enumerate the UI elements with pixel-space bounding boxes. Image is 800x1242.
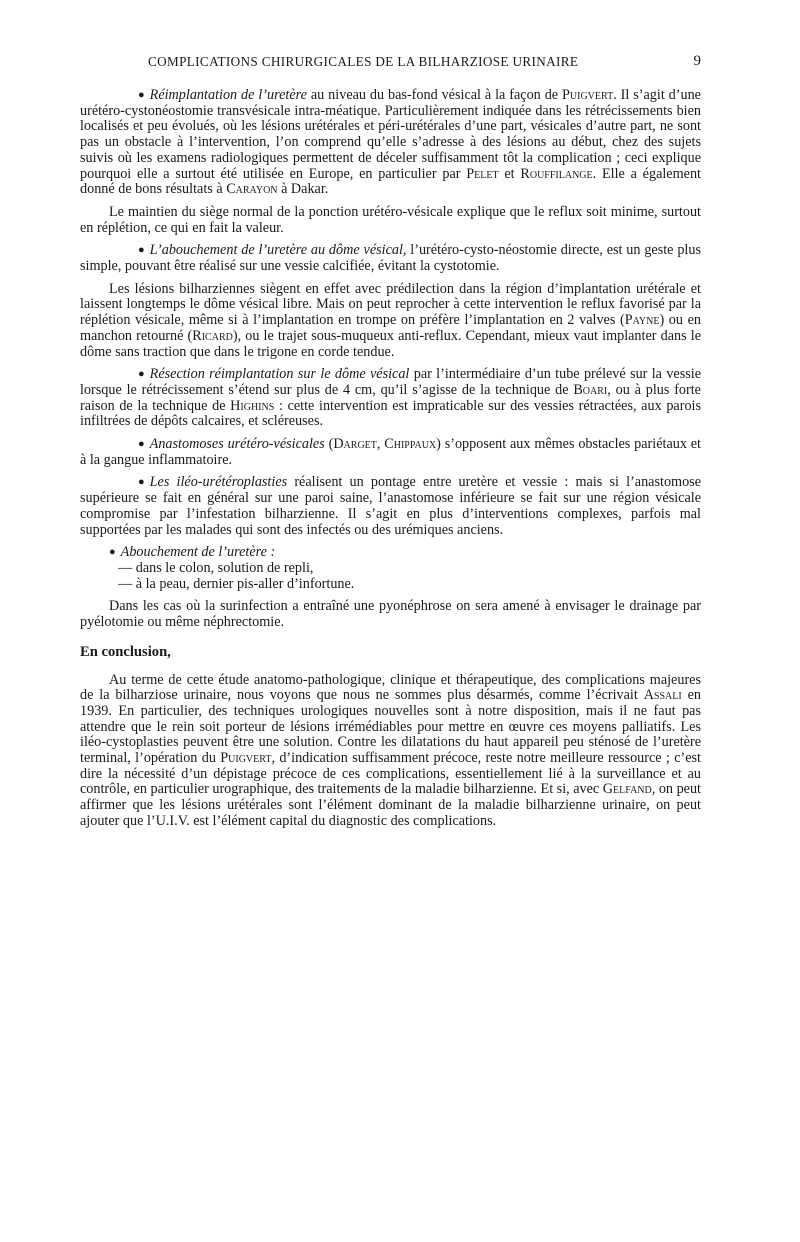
list-title: ● Abouchement de l’uretère :	[109, 544, 276, 561]
paragraph-title: Résection réimplantation sur le dôme vésical	[149, 366, 410, 383]
paragraph-maintien: Le maintien du siège normal de la ponction urétéro-vésicale explique que le reflux soit minime, surtout en réplétion, ce qui en fait la valeur.	[80, 203, 701, 236]
paragraph-title: Réimplantation de l’uretère	[149, 87, 307, 103]
author-name: Pelet	[466, 165, 499, 182]
author-name: Gelfand	[602, 781, 652, 798]
author-name: Chippaux	[384, 436, 437, 453]
author-name: Ricard	[192, 327, 233, 344]
paragraph-resection: ● Résection réimplantation sur le dôme vésical par l’intermédiaire d’un tube prélevé sur la vessie lorsque le rétrécissement s’étend sur plus de 4 cm, qu’il s’agisse de la technique de Boari, ou à plus forte raison de la technique de Highins : cette intervention est impraticable sur des vessies rétractées, aux parois infiltrées de dépôts calcaires, et scléreuses.	[80, 366, 702, 430]
author-name: Puigvert	[562, 87, 614, 103]
bullet-icon: ●	[138, 476, 145, 489]
author-name: Payne	[624, 312, 660, 329]
paragraph-abouchement-dome: ● L’abouchement de l’uretère au dôme vésical, l’urétéro-cysto-néostomie directe, est un geste plus simple, pouvant être réalisé sur une vessie calcifiée, évitant la cystotomie.	[80, 242, 701, 275]
paragraph-abouchement-list	[80, 545, 701, 592]
author-name: Highins	[230, 397, 275, 414]
running-title: COMPLICATIONS CHIRURGICALES DE LA BILHARZIOSE URINAIRE	[148, 54, 579, 69]
bullet-icon: ●	[138, 89, 145, 101]
paragraph-lesions: Les lésions bilharziennes siègent en effet avec prédilection dans la région d’implantation urétérale et laissent longtemps le dôme vésical libre. Mais on peut reprocher à cette intervention le reflux favorisé par la réplétion vésicale, même si à l’implantation en trompe on préfère l’implantation en 2 valves (Payne) ou en manchon retourné (Ricard), ou le trajet sous-muqueux anti-reflux. Cependant, mieux vaut implanter dans le dôme sans traction que dans le trigone en corde tendue.	[80, 280, 701, 360]
author-name: Carayon	[226, 181, 278, 198]
bullet-icon: ●	[138, 368, 145, 381]
list-item: — à la peau, dernier pis-aller d’infortune.	[118, 575, 355, 592]
paragraph-title: Les iléo-urétéroplasties	[149, 474, 288, 491]
paragraph-title: L’abouchement de l’uretère au dôme vésical,	[149, 242, 407, 259]
author-name: Boari	[573, 381, 608, 398]
author-name: Assali	[643, 687, 682, 704]
paragraph-conclusion: Au terme de cette étude anatomo-pathologique, clinique et thérapeutique, des complications majeures de la bilharziose urinaire, nous voyons que nous ne sommes plus désarmés, comme l’écrivait Assali en 1939. En particulier, des techniques urologiques nouvelles sont à notre disposition, mais il ne faut pas attendre que le rein soit porteur de lésions irrémédiables pour mettre en œuvre ces moyens palliatifs. Les iléo-cystoplasties peuvent être une solution. Contre les dilatations du haut appareil peu sténosé de l’uretère terminal, l’opération du Puigvert, d’indication suffisamment précoce, reste notre meilleure ressource ; c’est dire la nécessité d’un dépistage précoce de ces complications, essentiellement lié à la surveillance et au contrôle, en particulier urographique, des traitements de la maladie bilharzienne. Et si, avec Gelfand, on peut affirmer que les lésions urétérales sont l’élément dominant de la maladie bilharzienne urinaire, on peut ajouter que l’U.I.V. est l’élément capital du diagnostic des complications.	[80, 671, 701, 829]
bullet-icon: ●	[138, 438, 145, 451]
paragraph-ileo-ureteroplasties: ● Les iléo-urétéroplasties réalisent un pontage entre uretère et vessie : mais si l’anastomose supérieure se fait en général sur une paroi saine, l’anastomose inférieure se fait sur une région vésicale compromise par l’infestation bilharzienne. Il s’agit en plus d’interventions complexes, parfois mal supportées par les malades qui sont des infectés ou des urémiques anciens.	[80, 474, 701, 538]
page-number: 9	[693, 53, 701, 69]
list-item: — dans le colon, solution de repli,	[118, 559, 314, 576]
page-header	[80, 54, 701, 74]
bullet-icon: ●	[138, 244, 145, 257]
author-name: Darget	[333, 436, 377, 453]
author-name: Puigvert	[220, 750, 272, 767]
section-heading: En conclusion,	[80, 643, 171, 660]
paragraph-reimplantation: ● Réimplantation de l’uretère au niveau du bas-fond vésical à la façon de Puigvert. Il s’agit d’une urétéro-cystonéostomie transvésicale intra-méatique. Particulièrement indiquée dans les rétrécissements bien localisés et peu évolués, où les lésions urétérales et péri-urétérales d’une part, vésicales d’autre part, ne sont pas un obstacle à l’intervention, l’on comprend qu’elle s’adresse à des lésions au début, chez des sujets suivis où les examens radiologiques permettent de déceler suffisamment tôt la complication ; ceci explique pourquoi elle a surtout été utilisée en Europe, en particulier par Pelet et Rouffilange. Elle a également donné de bons résultats à Carayon à Dakar.	[80, 87, 701, 198]
paragraph-title: Anastomoses urétéro-vésicales	[149, 436, 325, 453]
author-name: Rouffilange	[520, 165, 593, 182]
paragraph-surinfection: Dans les cas où la surinfection a entraîné une pyonéphrose on sera amené à envisager le drainage par pyélotomie ou même néphrectomie.	[80, 598, 701, 631]
paragraph-anastomoses: ● Anastomoses urétéro-vésicales (Darget, Chippaux) s’opposent aux mêmes obstacles pariétaux et à la gangue inflammatoire.	[80, 436, 701, 468]
bullet-icon: ●	[109, 546, 116, 559]
body-text	[80, 88, 701, 837]
